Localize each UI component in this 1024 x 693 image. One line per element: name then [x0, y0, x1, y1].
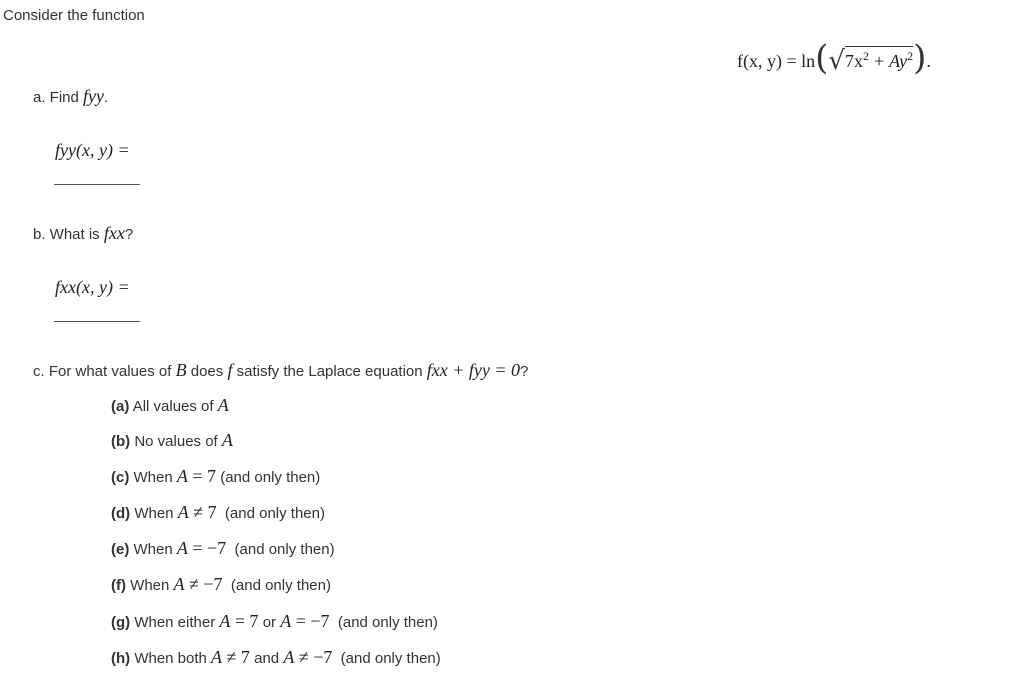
option-label: (d): [111, 505, 131, 522]
part-c-text-3: satisfy the Laplace equation: [236, 363, 423, 380]
option-var: A: [211, 647, 223, 667]
option-label: (g): [111, 614, 131, 631]
option-math: = −7: [187, 538, 227, 558]
option-text: When both: [134, 650, 212, 667]
option-text: (and only then): [216, 505, 325, 522]
option-label: (h): [111, 650, 131, 667]
option-math: ≠ 7: [188, 502, 217, 522]
part-b-answer-field[interactable]: [54, 321, 140, 322]
option-text: No values of: [134, 433, 222, 450]
option-row[interactable]: [111, 647, 441, 668]
option-text: When: [134, 505, 178, 522]
option-row[interactable]: [111, 466, 320, 487]
option-var: A: [173, 574, 185, 594]
option-label: (b): [111, 433, 131, 450]
part-b-question: [33, 223, 133, 244]
option-row[interactable]: [111, 502, 325, 523]
option-math: = 7: [187, 466, 217, 486]
option-math: = 7: [230, 611, 259, 631]
formula-exp2: 2: [907, 49, 914, 63]
part-b-label: b. What is: [33, 226, 100, 243]
part-b-target: fxx: [103, 223, 125, 243]
part-a-question: [33, 86, 108, 107]
option-math: ≠ −7: [294, 647, 333, 667]
formula-radicand: [845, 46, 913, 72]
option-text: (and only then): [222, 577, 331, 594]
part-a-answer-field[interactable]: [54, 184, 140, 185]
option-text: All values of: [132, 398, 218, 415]
part-b-answer-label: fxx(x, y) =: [55, 277, 130, 297]
part-a-label: a. Find: [33, 89, 79, 106]
part-c-var-f: f: [227, 360, 233, 380]
part-c-equation: fxx + fyy = 0: [426, 360, 521, 380]
option-row[interactable]: [111, 430, 233, 451]
option-math: ≠ −7: [184, 574, 223, 594]
part-c-text-1: c. For what values of: [33, 363, 172, 380]
formula-term1: 7x: [844, 51, 863, 71]
option-row[interactable]: [111, 395, 229, 416]
formula-lhs: f(x, y) = ln: [737, 51, 816, 71]
formula-exp1: 2: [862, 49, 869, 63]
option-label: (f): [111, 577, 126, 594]
option-text: When: [133, 469, 177, 486]
option-text: or: [258, 614, 281, 631]
option-text: (and only then): [226, 541, 335, 558]
option-row[interactable]: [111, 574, 331, 595]
formula-end: .: [926, 51, 931, 71]
option-text: (and only then): [332, 650, 441, 667]
part-a-target: fyy: [83, 86, 105, 106]
part-c-qmark: ?: [520, 363, 529, 380]
option-text: When either: [134, 614, 220, 631]
sqrt-icon: √: [828, 46, 845, 76]
option-text: and: [249, 650, 284, 667]
part-c-question: [33, 360, 528, 381]
formula-close-paren: ): [913, 38, 927, 78]
option-math: ≠ 7: [222, 647, 250, 667]
function-formula: [737, 36, 931, 82]
option-var: A: [221, 430, 233, 450]
option-var: A: [283, 647, 295, 667]
option-var: A: [217, 395, 229, 415]
option-text: When: [133, 541, 177, 558]
option-var: A: [280, 611, 292, 631]
formula-open-paren: (: [815, 38, 829, 78]
formula-term2: Ay: [889, 51, 908, 71]
option-text: (and only then): [329, 614, 438, 631]
option-row[interactable]: [111, 611, 438, 632]
option-var: A: [219, 611, 231, 631]
option-var: A: [177, 502, 189, 522]
option-text: (and only then): [216, 469, 321, 486]
formula-plus: +: [873, 51, 885, 71]
part-b-after: ?: [124, 226, 134, 243]
option-math: = −7: [291, 611, 330, 631]
option-label: (e): [111, 541, 130, 558]
intro-text: Consider the function: [3, 7, 145, 24]
option-row[interactable]: [111, 538, 335, 559]
option-label: (c): [111, 469, 130, 486]
option-text: When: [130, 577, 174, 594]
option-label: (a): [111, 398, 130, 415]
option-var: A: [176, 466, 188, 486]
part-c-text-2: does: [190, 363, 224, 380]
part-c-var-b: B: [175, 360, 187, 380]
option-var: A: [176, 538, 188, 558]
part-a-answer-label: fyy(x, y) =: [55, 140, 130, 160]
part-a-after: .: [104, 89, 109, 106]
